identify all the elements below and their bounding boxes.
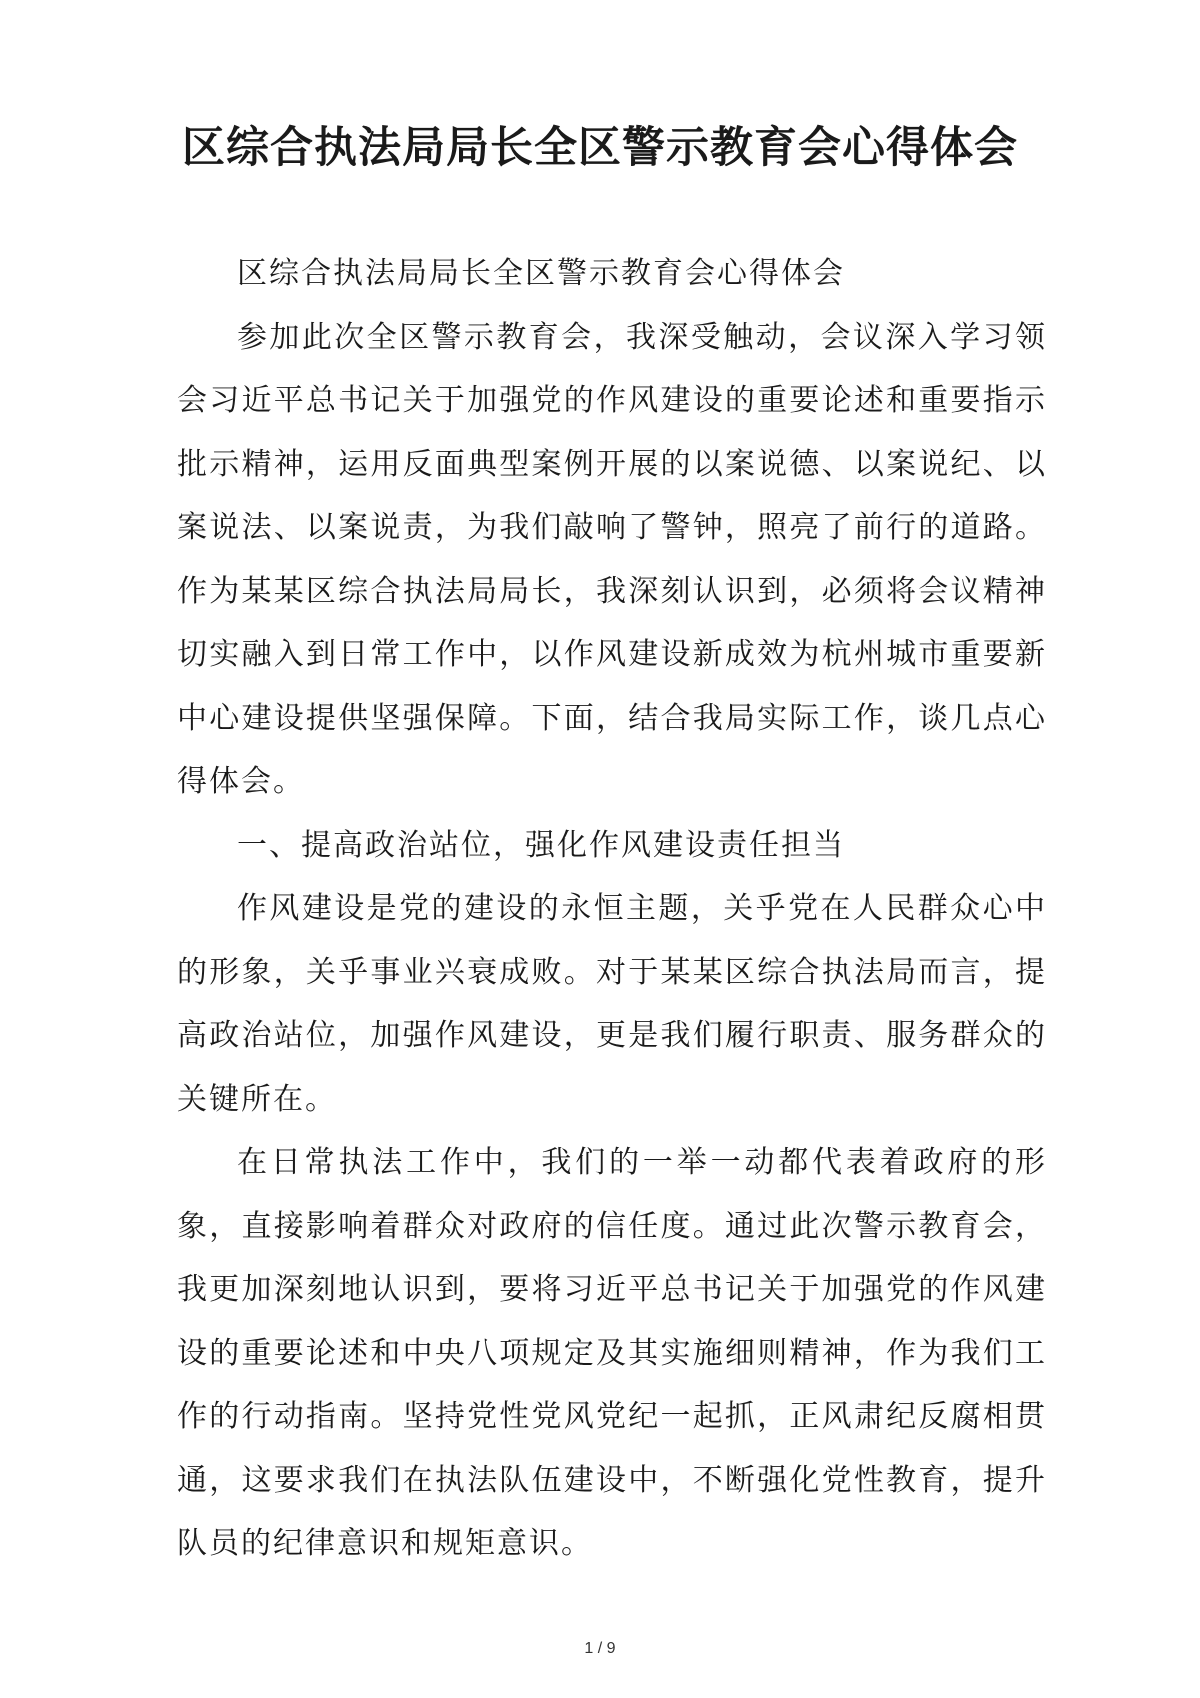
- section-heading-1: 一、提高政治站位，强化作风建设责任担当: [237, 827, 845, 863]
- document-title: 区综合执法局局长全区警示教育会心得体会: [182, 123, 1018, 173]
- body-paragraph: 在日常执法工作中，我们的一举一动都代表着政府的形象，直接影响着群众对政府的信任度。通过此次警示教育会，我更加深刻地认识到，要将习近平总书记关于加强党的作风建设的重要论述和中央八项规定及其实施细则精神，作为我们工作的行动指南。坚持党性党风党纪一起抓，正风肃纪反腐相贯通，这要求我们在执法队伍建设中，不断强化党性教育，提升队员的纪律意识和规矩意识。: [177, 1145, 1047, 1561]
- subtitle-paragraph: 区综合执法局局长全区警示教育会心得体会: [237, 256, 845, 291]
- document-body: [177, 242, 1047, 1576]
- body-paragraph: 作风建设是党的建设的永恒主题，关乎党在人民群众心中的形象，关乎事业兴衰成败。对于某某区综合执法局而言，提高政治站位，加强作风建设，更是我们履行职责、服务群众的关键所在。: [177, 891, 1047, 1117]
- page-number: 1 / 9: [584, 1640, 616, 1657]
- intro-paragraph: 参加此次全区警示教育会，我深受触动，会议深入学习领会习近平总书记关于加强党的作风建设的重要论述和重要指示批示精神，运用反面典型案例开展的以案说德、以案说纪、以案说法、以案说责，为我们敲响了警钟，照亮了前行的道路。作为某某区综合执法局局长，我深刻认识到，必须将会议精神切实融入到日常工作中，以作风建设新成效为杭州城市重要新中心建设提供坚强保障。下面，结合我局实际工作，谈几点心得体会。: [177, 319, 1047, 799]
